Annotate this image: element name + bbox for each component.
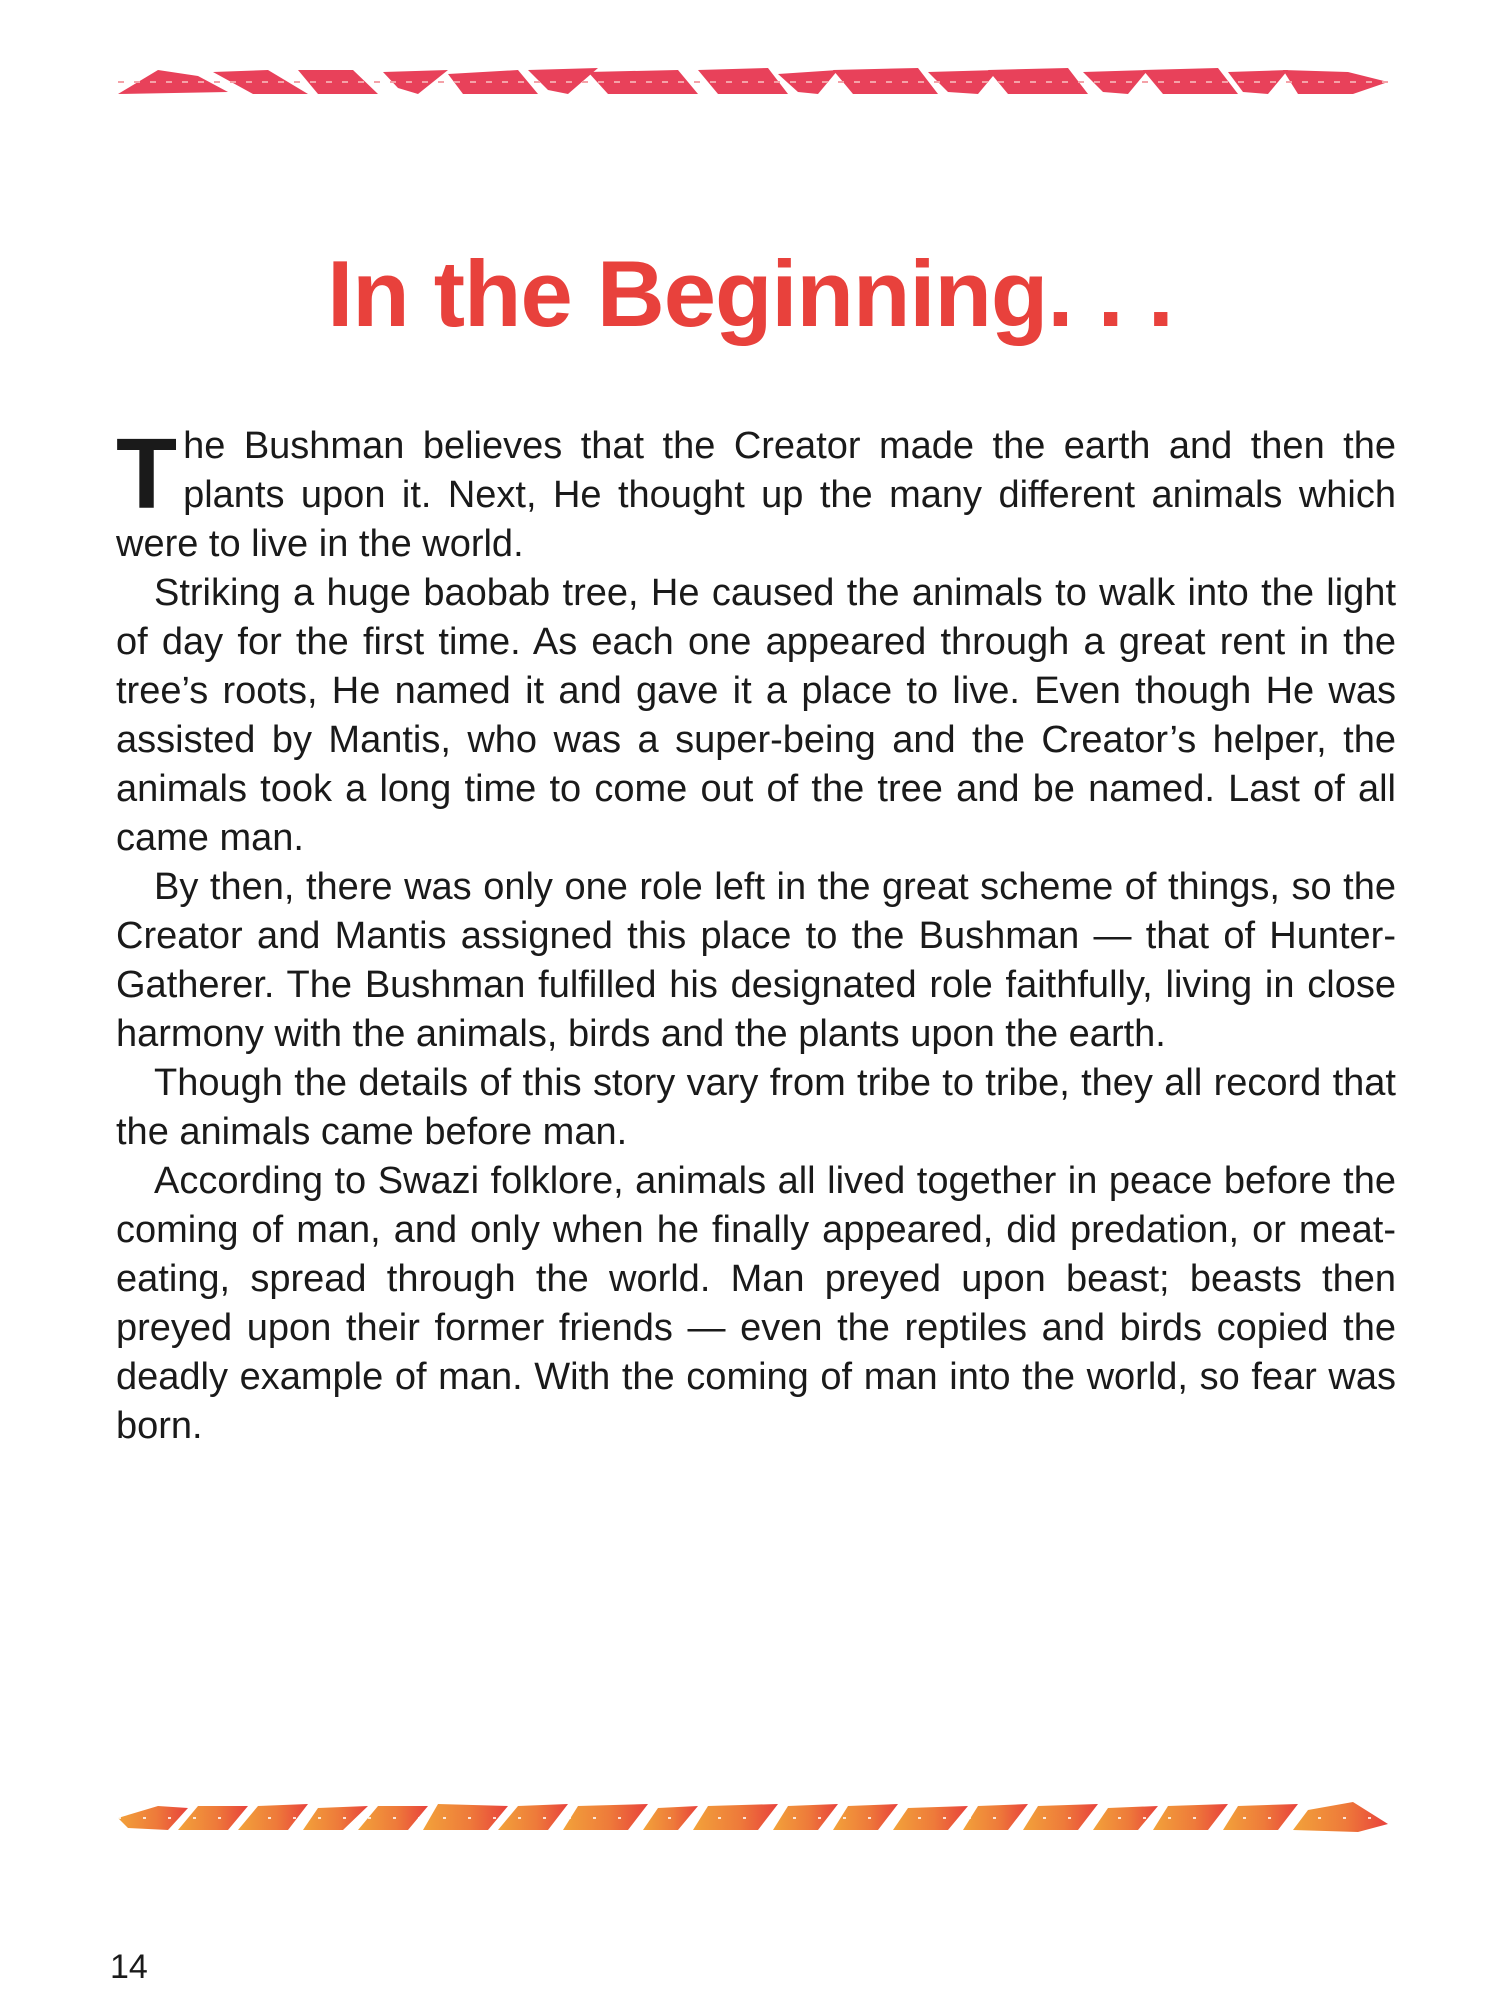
top-border-pattern bbox=[118, 62, 1388, 102]
page-number: 14 bbox=[110, 1948, 148, 1986]
paragraph-4: Though the details of this story vary from tribe to tribe, they all record that the animals came before man. bbox=[116, 1062, 1396, 1153]
page-title: In the Beginning. . . bbox=[327, 241, 1173, 346]
top-decorative-border bbox=[118, 62, 1388, 102]
story-body bbox=[116, 418, 1396, 1451]
paragraph-1 bbox=[116, 418, 1396, 569]
paragraph-2: Striking a huge baobab tree, He caused the animals to walk into the light of day for the first time. As each one appeared through a great rent in the tree’s roots, He named it and gave it a place to live. Even though He was assisted by Mantis, who was a super-being and the Creator’s helper, the animals took a long time to come out of the tree and be named. Last of all came man. bbox=[116, 572, 1396, 859]
paragraph-3: By then, there was only one role left in the great scheme of things, so the Creator and Mantis assigned this place to the Bushman — that of Hunter-Gatherer. The Bushman fulfilled his designated role faithfully, living in close harmony with the animals, birds and the plants upon the earth. bbox=[116, 866, 1396, 1055]
paragraph-5: According to Swazi folklore, animals all lived together in peace before the coming of man, and only when he finally appeared, did predation, or meat-eating, spread through the world. Man preyed upon beast; beasts then preyed upon their former friends — even the reptiles and birds copied the deadly example of man. With the coming of man into the world, so fear was born. bbox=[116, 1160, 1396, 1447]
paragraph-1-text: he Bushman believes that the Creator made the earth and then the plants upon it. Next, He thought up the many different animals which were to live in the world. bbox=[116, 425, 1396, 565]
bottom-border-pattern bbox=[118, 1798, 1388, 1838]
drop-cap: T bbox=[116, 418, 178, 530]
bottom-decorative-border bbox=[118, 1798, 1388, 1838]
